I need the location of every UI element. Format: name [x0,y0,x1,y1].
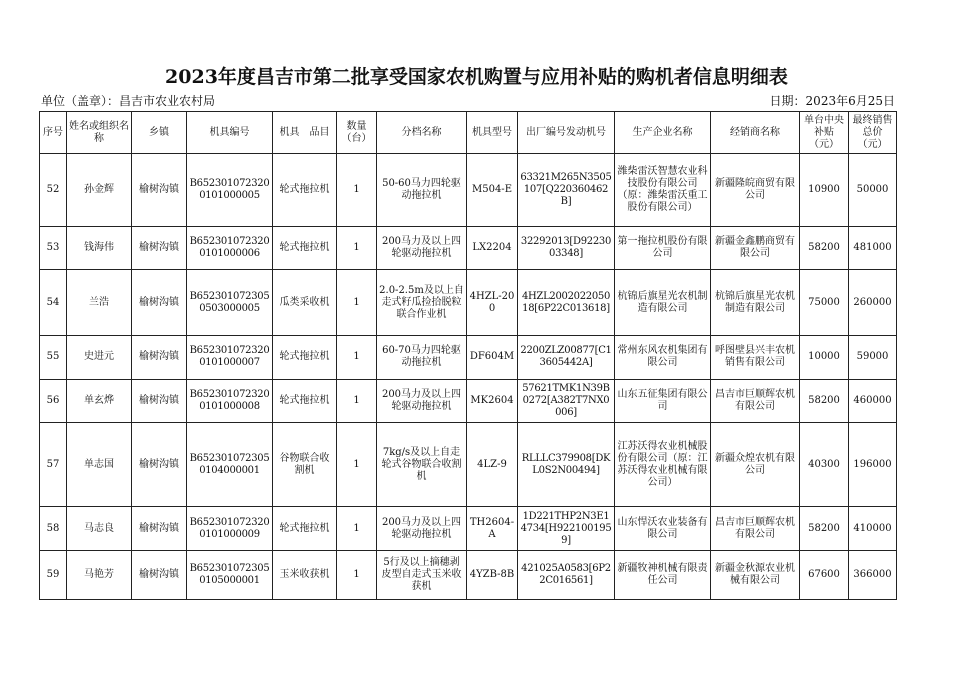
cell-model: LX2204 [467,226,518,270]
col-header-price: 最终销售总价（元） [849,112,897,154]
cell-price: 50000 [849,154,897,227]
cell-manufacturer: 新疆牧神机械有限责任公司 [615,551,711,600]
header-row [40,112,897,154]
col-header-quantity: 数量（台） [337,112,377,154]
issuing-unit: 单位（盖章）：昌吉市农业农村局 [41,94,216,108]
cell-serial: 63321M265N3505107[Q220360462B] [518,154,615,227]
cell-tier: 50-60马力四轮驱动拖拉机 [377,154,467,227]
cell-serial: 32292013[D9223003348] [518,226,615,270]
cell-machine-no: B6523010723050503000005 [187,270,273,335]
subsidy-table [39,111,897,600]
cell-serial: 4HZL200202205018[6P22C013618] [518,270,615,335]
table-row [40,154,897,227]
cell-model: MK2604 [467,379,518,423]
cell-name: 孙金辉 [67,154,132,227]
cell-category: 谷物联合收割机 [273,423,337,507]
cell-category: 瓜类采收机 [273,270,337,335]
cell-name: 钱海伟 [67,226,132,270]
cell-tier: 200马力及以上四轮驱动拖拉机 [377,226,467,270]
cell-dealer: 新疆众煌农机有限公司 [711,423,800,507]
cell-machine-no: B6523010723200101000005 [187,154,273,227]
table-row [40,507,897,551]
col-header-dealer: 经销商名称 [711,112,800,154]
report-date: 日期：2023年6月25日 [769,94,895,108]
cell-quantity: 1 [337,154,377,227]
col-header-manufacturer: 生产企业名称 [615,112,711,154]
cell-manufacturer: 第一拖拉机股份有限公司 [615,226,711,270]
cell-name: 马艳芳 [67,551,132,600]
table-row [40,270,897,335]
cell-subsidy: 58200 [800,507,849,551]
cell-index: 52 [40,154,67,227]
cell-tier: 200马力及以上四轮驱动拖拉机 [377,379,467,423]
cell-category: 玉米收获机 [273,551,337,600]
cell-name: 史进元 [67,335,132,379]
col-header-town: 乡镇 [132,112,187,154]
col-header-model: 机具型号 [467,112,518,154]
cell-dealer: 呼图壁县兴丰农机销售有限公司 [711,335,800,379]
cell-quantity: 1 [337,270,377,335]
cell-town: 榆树沟镇 [132,226,187,270]
cell-subsidy: 10900 [800,154,849,227]
table-row [40,335,897,379]
col-header-machine-no: 机具编号 [187,112,273,154]
cell-serial: RLLLC379908[DKL0S2N00494] [518,423,615,507]
cell-tier: 5行及以上摘穗剥皮型自走式玉米收获机 [377,551,467,600]
table-row [40,551,897,600]
cell-index: 53 [40,226,67,270]
col-header-tier: 分档名称 [377,112,467,154]
cell-model: 4HZL-200 [467,270,518,335]
col-header-subsidy: 单台中央补贴（元） [800,112,849,154]
cell-subsidy: 58200 [800,226,849,270]
cell-manufacturer: 山东五征集团有限公司 [615,379,711,423]
cell-price: 59000 [849,335,897,379]
cell-model: DF604M [467,335,518,379]
cell-index: 59 [40,551,67,600]
cell-index: 56 [40,379,67,423]
cell-dealer: 新疆金秋源农业机械有限公司 [711,551,800,600]
cell-subsidy: 40300 [800,423,849,507]
cell-name: 单志国 [67,423,132,507]
cell-quantity: 1 [337,335,377,379]
cell-dealer: 新疆金鑫鹏商贸有限公司 [711,226,800,270]
cell-index: 55 [40,335,67,379]
table-row [40,226,897,270]
cell-price: 196000 [849,423,897,507]
col-header-serial: 出厂编号发动机号 [518,112,615,154]
table-row [40,379,897,423]
cell-price: 460000 [849,379,897,423]
cell-tier: 60-70马力四轮驱动拖拉机 [377,335,467,379]
cell-serial: 2200ZLZ00877[C13605442A] [518,335,615,379]
cell-price: 481000 [849,226,897,270]
page-title: 2023年度昌吉市第二批享受国家农机购置与应用补贴的购机者信息明细表 [165,66,788,88]
cell-town: 榆树沟镇 [132,379,187,423]
cell-subsidy: 58200 [800,379,849,423]
cell-machine-no: B6523010723200101000006 [187,226,273,270]
cell-dealer: 杭锦后旗星光农机制造有限公司 [711,270,800,335]
cell-quantity: 1 [337,423,377,507]
cell-quantity: 1 [337,551,377,600]
cell-model: TH2604-A [467,507,518,551]
cell-serial: 57621TMK1N39B0272[A382T7NX0006] [518,379,615,423]
cell-dealer: 昌吉市巨顺辉农机有限公司 [711,507,800,551]
col-header-name: 姓名或组织名称 [67,112,132,154]
cell-name: 兰浩 [67,270,132,335]
cell-manufacturer: 潍柴雷沃智慧农业科技股份有限公司（原：潍柴雷沃重工股份有限公司） [615,154,711,227]
cell-dealer: 新疆隆皖商贸有限公司 [711,154,800,227]
cell-model: 4LZ-9 [467,423,518,507]
cell-subsidy: 10000 [800,335,849,379]
cell-machine-no: B6523010723200101000007 [187,335,273,379]
cell-manufacturer: 常州东风农机集团有限公司 [615,335,711,379]
cell-machine-no: B6523010723200101000008 [187,379,273,423]
cell-model: 4YZB-8B [467,551,518,600]
cell-index: 54 [40,270,67,335]
cell-town: 榆树沟镇 [132,154,187,227]
cell-quantity: 1 [337,507,377,551]
cell-category: 轮式拖拉机 [273,379,337,423]
cell-machine-no: B6523010723050104000001 [187,423,273,507]
cell-tier: 7kg/s及以上自走轮式谷物联合收割机 [377,423,467,507]
cell-category: 轮式拖拉机 [273,154,337,227]
cell-model: M504-E [467,154,518,227]
cell-category: 轮式拖拉机 [273,507,337,551]
cell-index: 57 [40,423,67,507]
cell-machine-no: B6523010723200101000009 [187,507,273,551]
cell-category: 轮式拖拉机 [273,226,337,270]
cell-index: 58 [40,507,67,551]
cell-town: 榆树沟镇 [132,423,187,507]
col-header-index: 序号 [40,112,67,154]
cell-town: 榆树沟镇 [132,270,187,335]
cell-town: 榆树沟镇 [132,335,187,379]
table-row [40,423,897,507]
cell-quantity: 1 [337,379,377,423]
cell-town: 榆树沟镇 [132,507,187,551]
cell-machine-no: B6523010723050105000001 [187,551,273,600]
cell-dealer: 昌吉市巨顺辉农机有限公司 [711,379,800,423]
cell-name: 马志良 [67,507,132,551]
cell-tier: 2.0-2.5m及以上自走式籽瓜捡拾脱粒联合作业机 [377,270,467,335]
cell-tier: 200马力及以上四轮驱动拖拉机 [377,507,467,551]
cell-serial: 421025A0583[6P22C016561] [518,551,615,600]
cell-category: 轮式拖拉机 [273,335,337,379]
col-header-category: 机具 品目 [273,112,337,154]
cell-manufacturer: 杭锦后旗星光农机制造有限公司 [615,270,711,335]
cell-subsidy: 67600 [800,551,849,600]
cell-price: 410000 [849,507,897,551]
cell-price: 260000 [849,270,897,335]
cell-name: 单玄烨 [67,379,132,423]
cell-quantity: 1 [337,226,377,270]
cell-price: 366000 [849,551,897,600]
cell-manufacturer: 江苏沃得农业机械股份有限公司（原：江苏沃得农业机械有限公司） [615,423,711,507]
cell-town: 榆树沟镇 [132,551,187,600]
cell-subsidy: 75000 [800,270,849,335]
cell-serial: 1D221THP2N3E14734[H9221001959] [518,507,615,551]
cell-manufacturer: 山东悍沃农业装备有限公司 [615,507,711,551]
